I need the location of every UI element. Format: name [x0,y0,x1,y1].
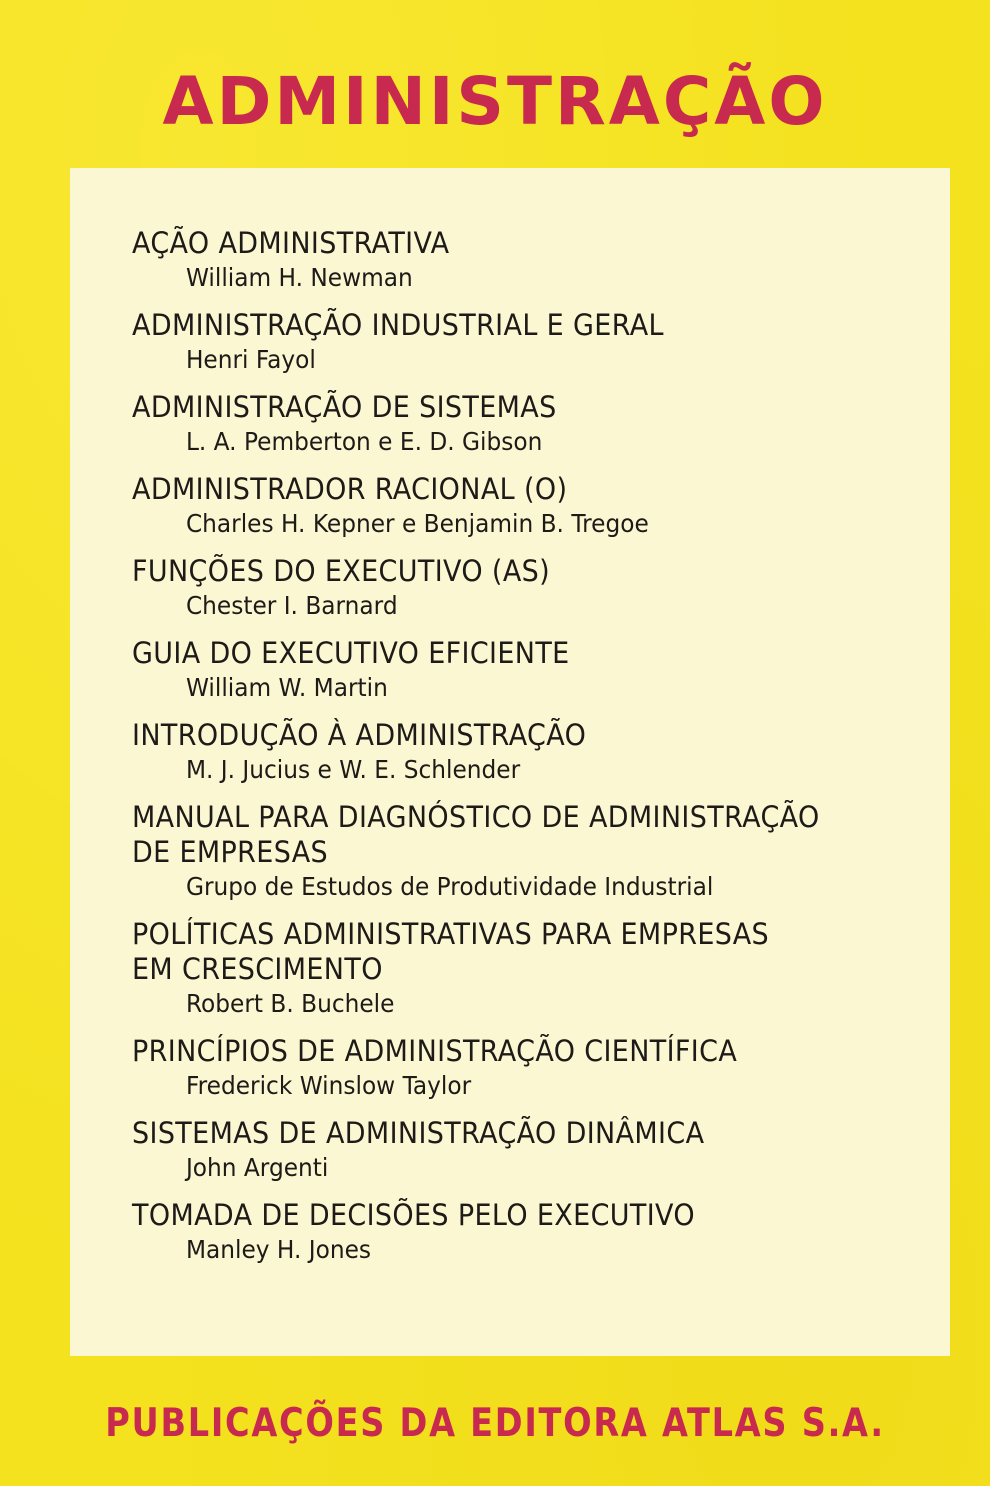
book-list-panel [70,168,950,1356]
book-author: M. J. Jucius e W. E. Schlender [185,755,521,784]
book-entry [132,390,932,459]
book-entry [132,800,932,904]
book-title: ADMINISTRAÇÃO INDUSTRIAL E GERAL [132,308,664,342]
book-entry [132,636,932,705]
book-entry [132,1116,932,1185]
book-title: TOMADA DE DECISÕES PELO EXECUTIVO [132,1198,696,1232]
book-title: DE EMPRESAS [132,835,329,869]
book-title: GUIA DO EXECUTIVO EFICIENTE [132,636,570,670]
book-entry [132,917,932,1021]
book-author: Manley H. Jones [185,1235,371,1264]
book-list [132,226,932,1280]
book-author: Henri Fayol [185,345,316,374]
book-entry [132,718,932,787]
book-title: ADMINISTRAÇÃO DE SISTEMAS [132,390,557,424]
book-author: Grupo de Estudos de Produtividade Industrial [185,872,714,901]
book-author: William H. Newman [185,263,413,292]
book-author: Frederick Winslow Taylor [185,1071,472,1100]
book-title: INTRODUÇÃO À ADMINISTRAÇÃO [132,718,587,752]
book-author: Chester I. Barnard [185,591,398,620]
book-title: POLÍTICAS ADMINISTRATIVAS PARA EMPRESAS [132,917,770,951]
book-title: MANUAL PARA DIAGNÓSTICO DE ADMINISTRAÇÃO [132,800,820,834]
book-entry [132,472,932,541]
book-title: FUNÇÕES DO EXECUTIVO (AS) [132,554,551,588]
book-title: PRINCÍPIOS DE ADMINISTRAÇÃO CIENTÍFICA [132,1034,738,1068]
book-entry [132,1034,932,1103]
book-author: William W. Martin [185,673,388,702]
book-author: John Argenti [185,1153,329,1182]
book-entry [132,1198,932,1267]
book-title: SISTEMAS DE ADMINISTRAÇÃO DINÂMICA [132,1116,705,1150]
book-entry [132,308,932,377]
book-title: ADMINISTRADOR RACIONAL (O) [132,472,568,506]
book-author: Robert B. Buchele [185,989,395,1018]
book-title: EM CRESCIMENTO [132,952,383,986]
book-title: AÇÃO ADMINISTRATIVA [132,226,450,260]
publisher-line: PUBLICAÇÕES DA EDITORA ATLAS S.A. [105,1401,885,1446]
series-title: ADMINISTRAÇÃO [162,63,828,140]
book-author: Charles H. Kepner e Benjamin B. Tregoe [185,509,649,538]
book-entry [132,554,932,623]
book-author: L. A. Pemberton e E. D. Gibson [185,427,543,456]
book-entry [132,226,932,295]
